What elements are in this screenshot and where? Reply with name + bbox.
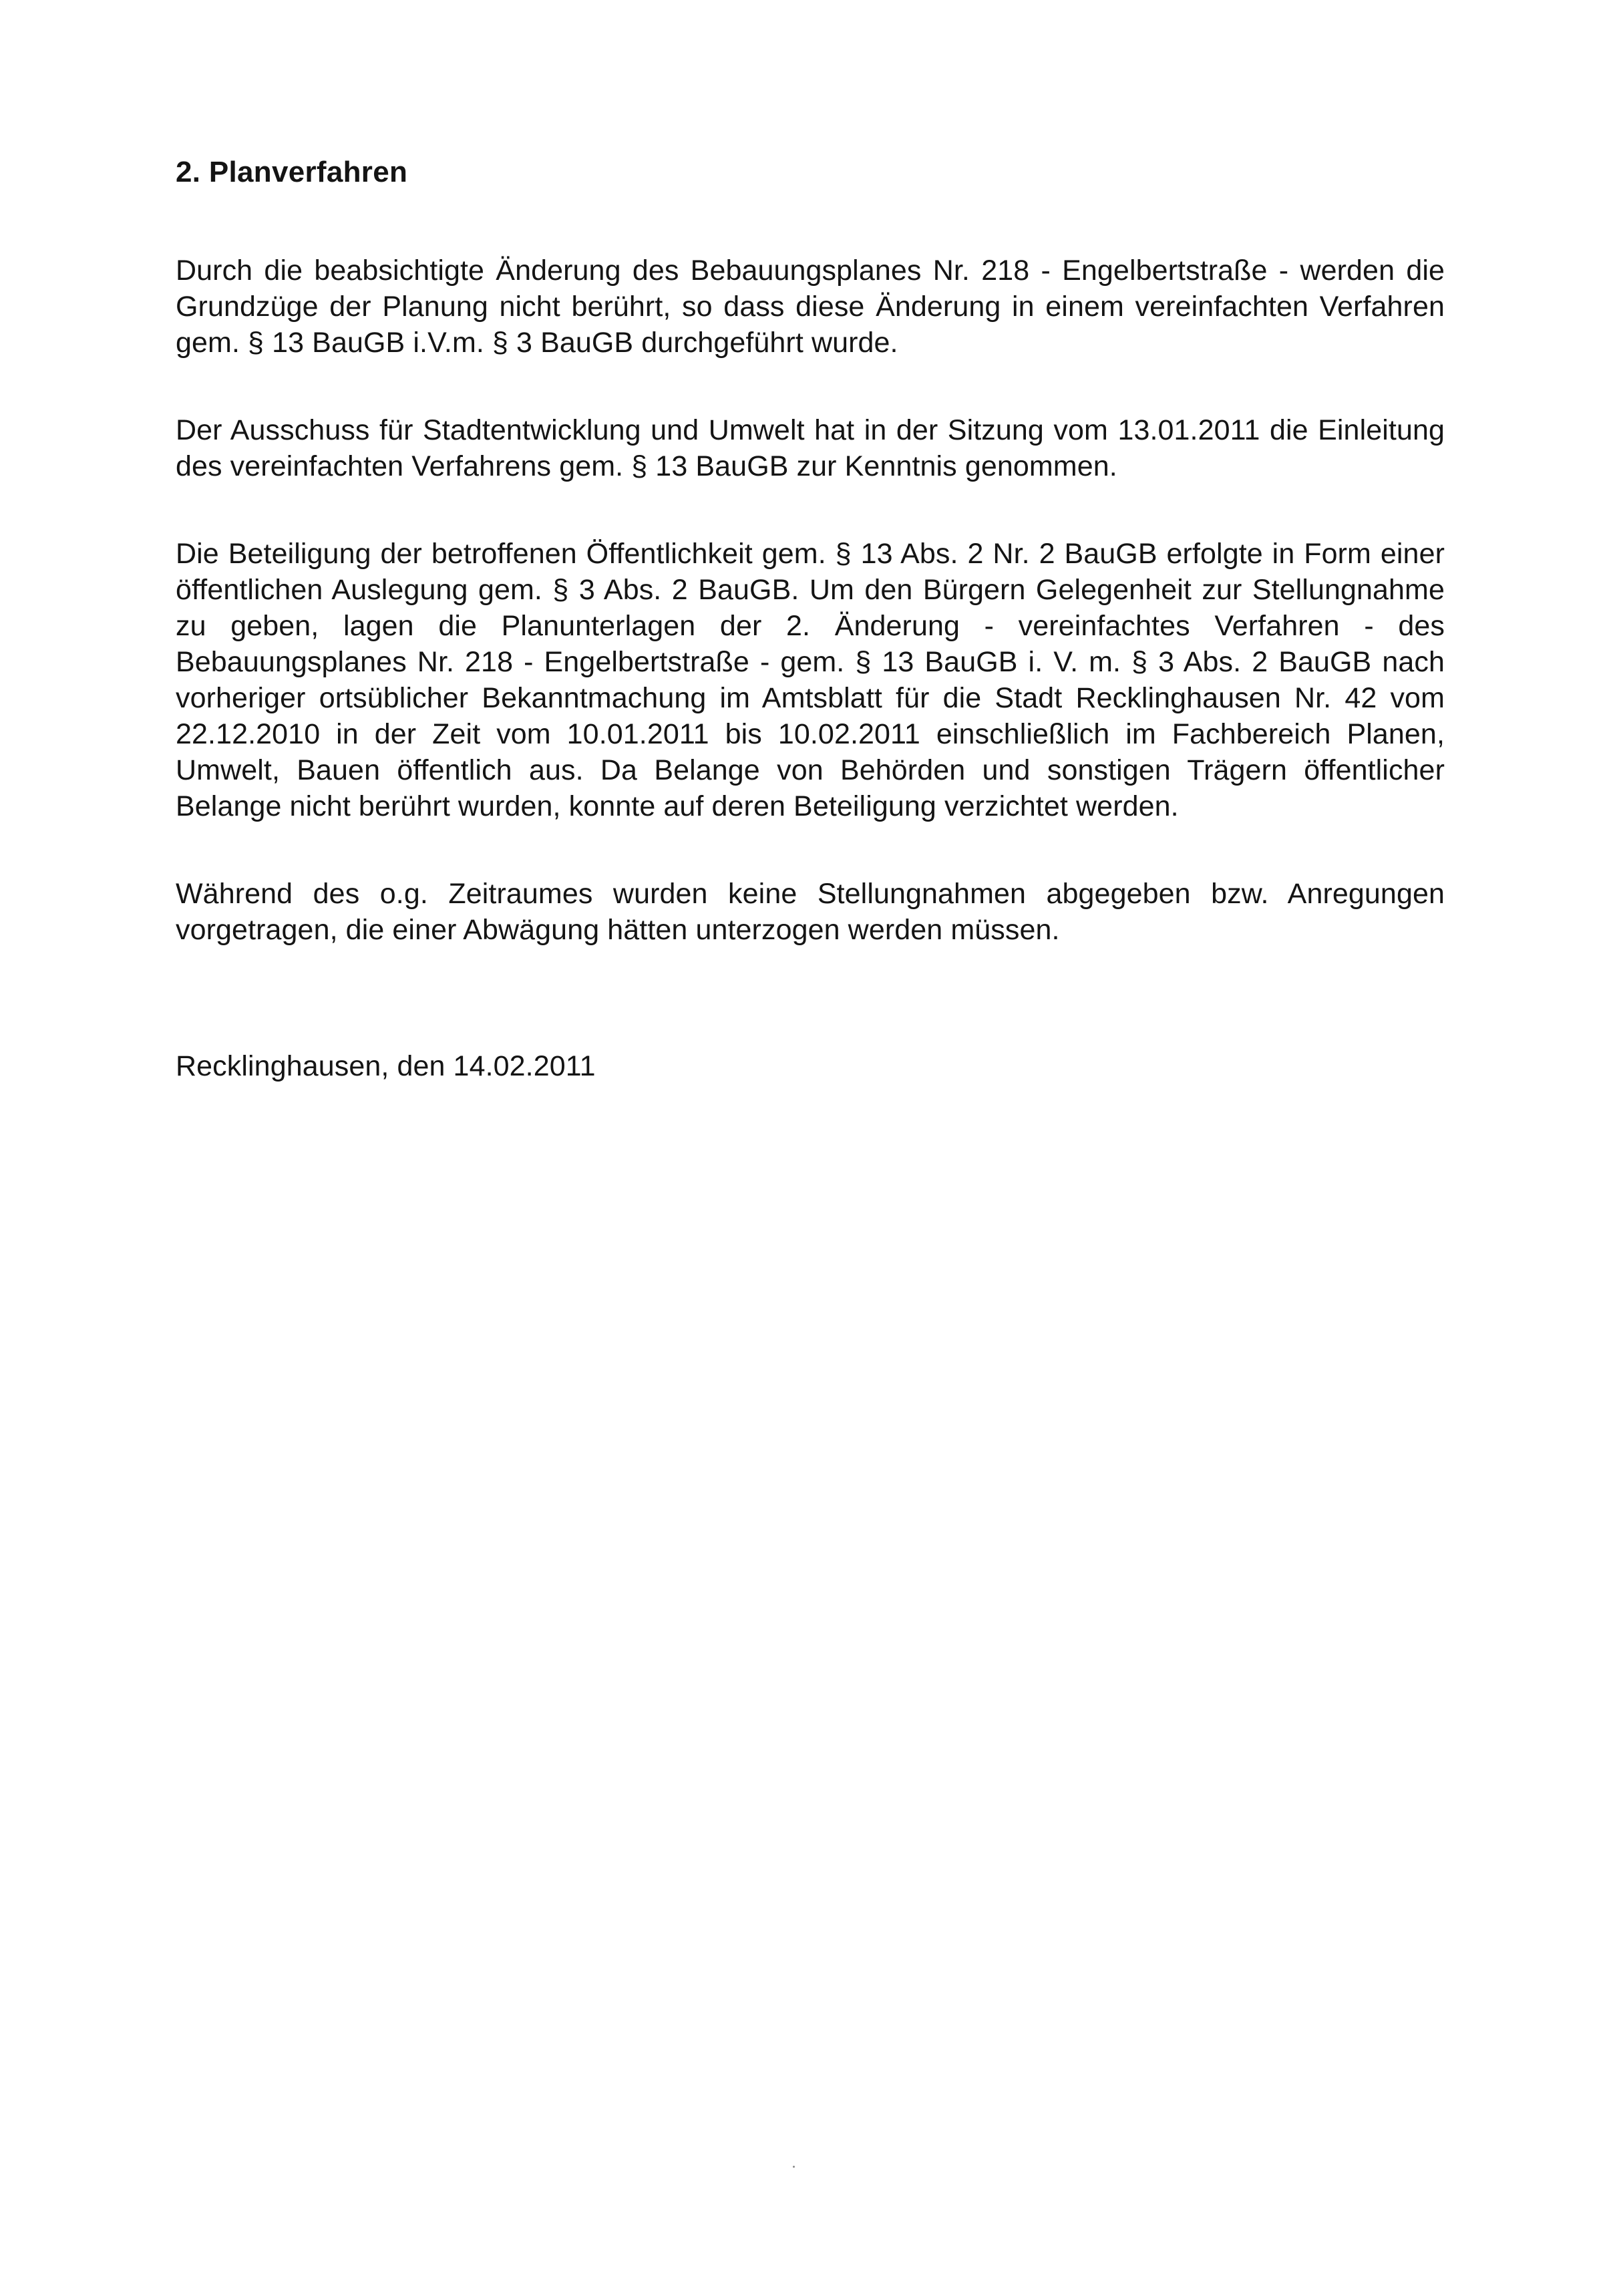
paragraph-no-objections: Während des o.g. Zeitraumes wurden keine Stellungnahmen abgegeben bzw. Anregungen vorgetragen, die einer Abwägung hätten unterzogen werden müssen. (176, 878, 1445, 946)
section-heading: 2. Planverfahren (176, 156, 408, 188)
paragraph-plan-change: Durch die beabsichtigte Änderung des Bebauungsplanes Nr. 218 - Engelbertstraße - werden die Grundzüge der Planung nicht berührt, so dass diese Änderung in einem vereinfachten Verfahren gem. § 13 BauGB i.V.m. § 3 BauGB durchgeführt wurde. (176, 255, 1445, 359)
paragraph-committee: Der Ausschuss für Stadtentwicklung und Umwelt hat in der Sitzung vom 13.01.2011 die Einleitung des vereinfachten Verfahrens gem. § 13 BauGB zur Kenntnis genommen. (176, 414, 1445, 482)
paragraph-public-participation: Die Beteiligung der betroffenen Öffentlichkeit gem. § 13 Abs. 2 Nr. 2 BauGB erfolgte in Form einer öffentlichen Auslegung gem. § 3 Abs. 2 BauGB. Um den Bürgern Gelegenheit zur Stellungnahme zu geben, lagen die Planunterlagen der 2. Änderung - vereinfachtes Verfahren - des Bebauungsplanes Nr. 218 - Engelbertstraße - gem. § 13 BauGB i. V. m. § 3 Abs. 2 BauGB nach vorheriger ortsüblicher Bekanntmachung im Amtsblatt für die Stadt Recklinghausen Nr. 42 vom 22.12.2010 in der Zeit vom 10.01.2011 bis 10.02.2011 einschließlich im Fachbereich Planen, Umwelt, Bauen öffentlich aus. Da Belange von Behörden und sonstigen Trägern öffentlicher Belange nicht berührt wurden, konnte auf deren Beteiligung verzichtet werden. (176, 538, 1445, 822)
place-and-date: Recklinghausen, den 14.02.2011 (176, 1050, 596, 1082)
scan-speck (793, 2166, 795, 2168)
document-body (176, 152, 1445, 1084)
